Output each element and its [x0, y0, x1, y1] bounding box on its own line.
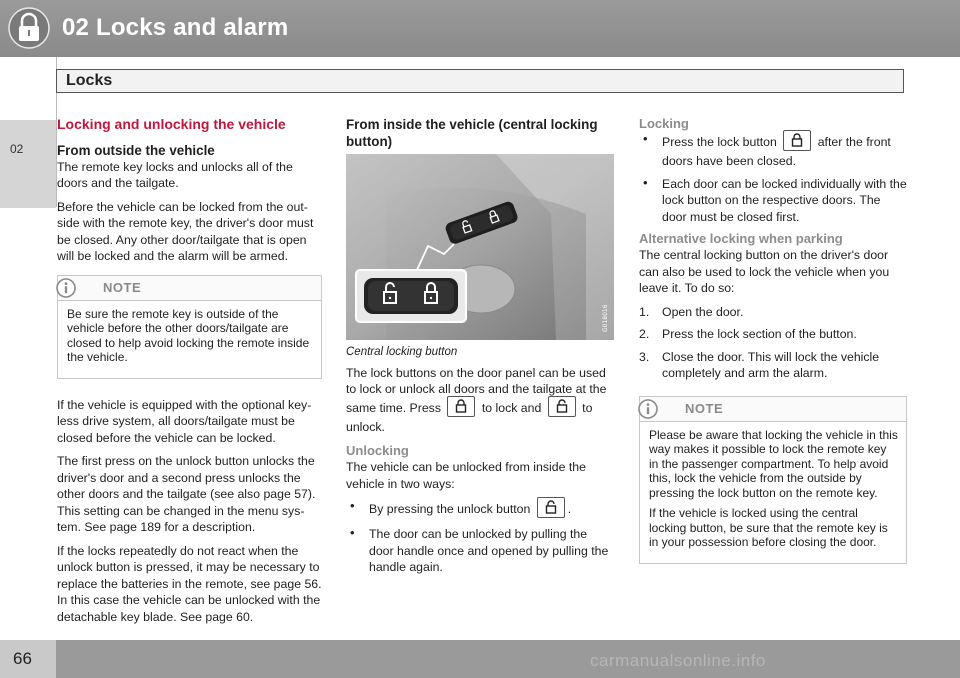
list-item — [346, 526, 614, 576]
step-number: 2. — [639, 327, 650, 341]
step-item — [639, 349, 907, 382]
step-text: Close the door. This will lock the vehicle completely and arm the alarm. — [662, 349, 880, 380]
chapter-side-tab — [0, 120, 56, 208]
chapter-title: 02 Locks and alarm — [62, 14, 289, 41]
text-fragment: to unlock. — [346, 400, 593, 434]
paragraph: Before the vehicle can be locked from the out-side with the remote key, the driver's door must be closed. Any other door/tailgate that is open will be locked and the alarm will be armed. — [57, 199, 314, 263]
chapter-side-tab-label: 02 — [10, 142, 24, 156]
photo-code: G018016 — [602, 304, 609, 332]
info-icon — [638, 399, 658, 419]
section-bar — [56, 69, 904, 93]
text-fragment: Press the lock button — [662, 134, 777, 149]
text-fragment: after the front doors have been closed. — [662, 134, 891, 168]
subheading-alternative-locking: Alternative locking when parking — [639, 231, 843, 246]
bullet-icon: • — [643, 174, 648, 190]
step-text: Open the door. — [662, 304, 744, 319]
note-header — [640, 397, 906, 422]
lock-button-icon — [447, 396, 475, 417]
bullet-icon: • — [350, 525, 355, 540]
subheading-outside: From outside the vehicle — [57, 142, 215, 158]
paragraph: The first press on the unlock button unlocks the driver's door and a second press unlocks the other doors and the tailgate (see also page 57). This setting can be changed in the menu sys-tem. See page 189 for a description. — [57, 454, 316, 534]
door-panel-illustration — [346, 154, 614, 340]
step-number: 1. — [639, 304, 650, 319]
page-footer — [0, 640, 960, 678]
bullet-icon: • — [643, 131, 648, 146]
paragraph: If the locks repeatedly do not react when the unlock button is pressed, it may be necessary to replace the batteries in the remote, see page 56. In this case the vehicle can be unlocked with the detachable key blade. See page 60. — [57, 543, 322, 624]
text-fragment: to lock and — [481, 400, 542, 415]
page-number: 66 — [13, 649, 32, 668]
column-1 — [57, 116, 322, 632]
text-fragment: The lock buttons on the door panel can be used to lock or unlock all doors and the tailgate at the same time. Press — [346, 365, 607, 415]
paragraph: The central locking button on the driver's door can also be used to lock the vehicle when you leave it. To do so: — [639, 248, 890, 295]
paragraph: The vehicle can be unlocked from inside the vehicle in two ways: — [346, 460, 586, 491]
note-text: If the vehicle is locked using the central locking button, be sure that the remote key is in your possession before closing the door. — [649, 506, 888, 549]
paragraph: If the vehicle is equipped with the optional key-less drive system, all doors/tailgate must be closed before the vehicle can be locked. — [57, 397, 312, 445]
steps-list — [639, 304, 907, 382]
bullet-icon: • — [350, 498, 355, 513]
list-item — [639, 132, 907, 170]
text-fragment: By pressing the unlock button — [369, 501, 531, 516]
note-title: NOTE — [103, 279, 142, 295]
section-title: Locks — [66, 72, 113, 89]
paragraph — [346, 365, 614, 436]
unlock-button-icon — [548, 396, 576, 417]
photo-caption: Central locking button — [346, 346, 458, 358]
list-item-text: Each door can be locked individually with the lock button on the respective doors. The door must be closed first. — [662, 176, 907, 224]
unlock-button-icon — [537, 497, 565, 518]
central-locking-photo — [346, 154, 614, 340]
list-item-text: The door can be unlocked by pulling the door handle once and opened by pulling the handle again. — [369, 527, 609, 574]
note-title: NOTE — [685, 400, 724, 416]
column-3 — [639, 116, 907, 582]
padlock-icon — [7, 6, 51, 50]
list-item — [639, 176, 907, 226]
list-item — [346, 499, 614, 520]
text-fragment: . — [567, 501, 572, 516]
step-text: Press the lock section of the button. — [662, 327, 857, 341]
note-body — [640, 422, 906, 563]
note-box — [639, 396, 907, 564]
page-header — [0, 0, 960, 57]
heading-locking-unlocking: Locking and unlocking the vehicle — [57, 116, 286, 132]
note-text: Please be aware that locking the vehicle in this way makes it possible to lock the remote key in the passenger compartment. To help avoid this, lock the vehicle from the outside by pressing the lock button on the remote key. — [649, 427, 898, 500]
note-header — [58, 276, 321, 301]
column-2 — [346, 116, 614, 582]
unlocking-list — [346, 499, 614, 576]
lock-button-icon — [783, 130, 811, 151]
subheading-unlocking: Unlocking — [346, 443, 409, 458]
note-box — [57, 275, 322, 379]
step-item — [639, 304, 907, 321]
paragraph: The remote key locks and unlocks all of the doors and the tailgate. — [57, 159, 293, 190]
watermark: carmanualsonline.info — [590, 651, 766, 670]
locking-list — [639, 132, 907, 225]
note-body — [58, 301, 321, 378]
step-item — [639, 326, 907, 343]
info-icon — [56, 278, 76, 298]
subheading-locking: Locking — [639, 116, 689, 131]
note-text: Be sure the remote key is outside of the vehicle before the other doors/tailgate are closed to help avoid locking the remote inside the vehicle. — [67, 306, 310, 364]
heading-inside: From inside the vehicle (central locking button) — [346, 117, 598, 149]
step-number: 3. — [639, 349, 650, 364]
